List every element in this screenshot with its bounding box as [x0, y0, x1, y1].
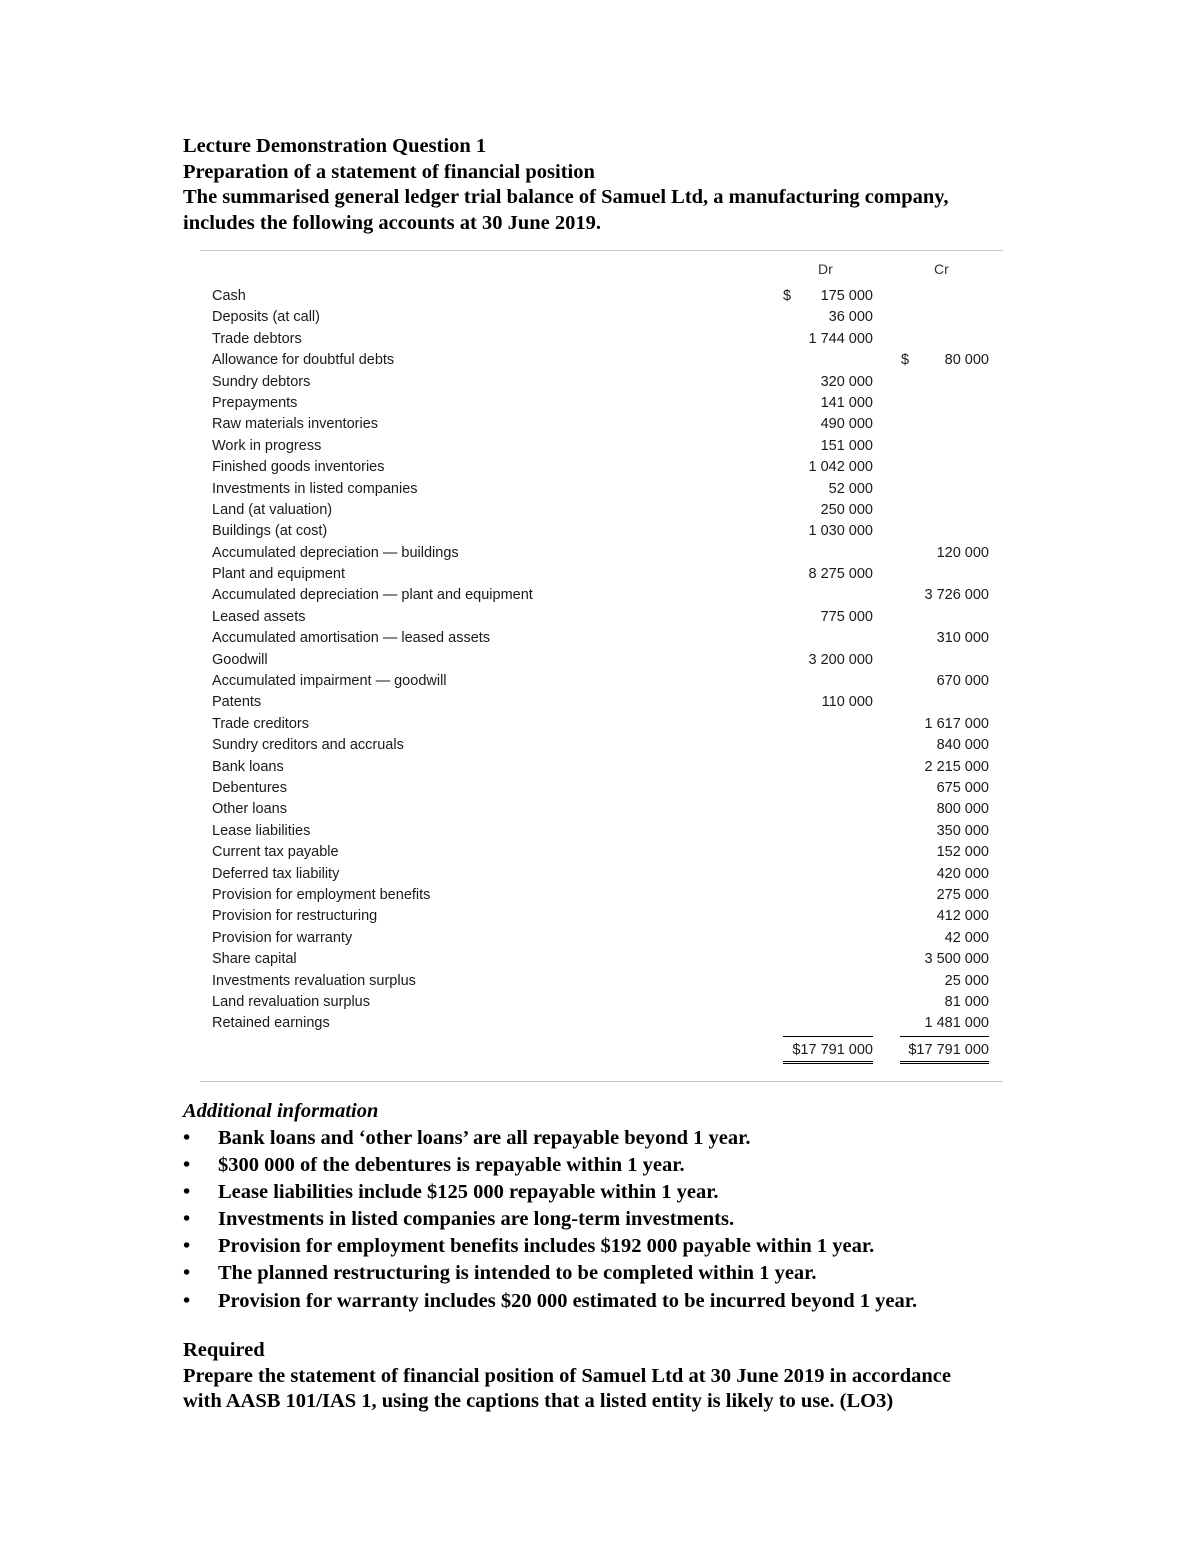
list-item-text: Bank loans and ‘other loans’ are all repayable beyond 1 year.: [218, 1127, 751, 1149]
account-name: Land revaluation surplus: [212, 993, 370, 1010]
table-row: [0, 692, 1200, 713]
list-item: [183, 1260, 1063, 1287]
cr-amount: 152 000: [936, 844, 989, 861]
account-name: Allowance for doubtful debts: [212, 352, 395, 369]
trial-balance-table: [0, 286, 1200, 1035]
table-top-divider: [200, 250, 1003, 251]
cr-amount: 42 000: [944, 929, 989, 946]
table-row: [0, 372, 1200, 393]
account-name: Trade creditors: [212, 715, 309, 732]
table-row: [0, 521, 1200, 542]
table-row: [0, 479, 1200, 500]
dr-amount: 175 000: [820, 288, 873, 304]
required-section: [183, 1338, 1063, 1415]
table-row: [0, 949, 1200, 970]
dr-amount: 1 042 000: [808, 459, 873, 476]
table-row: [0, 436, 1200, 457]
dr-amount: 775 000: [820, 608, 873, 625]
table-row: [0, 864, 1200, 885]
table-row: [0, 286, 1200, 307]
question-heading: [183, 134, 1043, 236]
cr-amount: 670 000: [936, 673, 989, 690]
list-item-text: Provision for employment benefits includes $192 000 payable within 1 year.: [218, 1235, 875, 1258]
cr-amount: 80 000: [944, 352, 989, 369]
list-item-text: $300 000 of the debentures is repayable within 1 year.: [218, 1154, 685, 1177]
cr-amount: 675 000: [936, 779, 989, 796]
account-name: Debentures: [212, 779, 287, 796]
list-item: [183, 1179, 1063, 1206]
additional-information-title: Additional information: [183, 1100, 379, 1122]
cr-amount: 412 000: [936, 908, 989, 925]
account-name: Lease liabilities: [212, 822, 311, 839]
table-row: [0, 928, 1200, 949]
dr-currency-symbol: $: [783, 288, 792, 304]
account-name: Bank loans: [212, 758, 284, 775]
account-name: Land (at valuation): [212, 501, 333, 518]
bullet-icon: •: [183, 1289, 191, 1312]
table-row: [0, 414, 1200, 435]
account-name: Investments revaluation surplus: [212, 972, 416, 989]
bullet-icon: •: [183, 1262, 191, 1285]
list-item: [183, 1288, 1063, 1315]
table-row: [0, 971, 1200, 992]
account-name: Prepayments: [212, 394, 298, 411]
account-name: Other loans: [212, 801, 287, 818]
heading-subtitle: Preparation of a statement of financial position: [183, 160, 595, 183]
table-row: [0, 992, 1200, 1013]
total-dr: $17 791 000: [783, 1036, 873, 1064]
cr-amount: 3 500 000: [924, 951, 989, 968]
cr-amount: 800 000: [936, 801, 989, 818]
table-row: [0, 457, 1200, 478]
table-row: [0, 628, 1200, 649]
list-item: [183, 1125, 1063, 1152]
table-row: [0, 821, 1200, 842]
account-name: Goodwill: [212, 651, 268, 668]
dr-amount: 250 000: [820, 501, 873, 518]
account-name: Plant and equipment: [212, 566, 346, 583]
table-row: [0, 906, 1200, 927]
heading-title: Lecture Demonstration Question 1: [183, 135, 487, 157]
bullet-icon: •: [183, 1127, 191, 1149]
account-name: Provision for restructuring: [212, 908, 378, 925]
account-name: Deferred tax liability: [212, 865, 340, 882]
dr-amount: 52 000: [828, 480, 873, 497]
account-name: Accumulated impairment — goodwill: [212, 673, 447, 690]
cr-amount: 1 481 000: [924, 1015, 989, 1032]
cr-amount: 3 726 000: [924, 587, 989, 604]
table-row: [0, 543, 1200, 564]
account-name: Current tax payable: [212, 844, 339, 861]
table-row: [0, 393, 1200, 414]
heading-intro-line-2: includes the following accounts at 30 June 2019.: [183, 211, 601, 234]
total-cr: $17 791 000: [900, 1036, 989, 1064]
account-name: Patents: [212, 694, 262, 711]
dr-amount: 490 000: [820, 416, 873, 433]
cr-amount: 25 000: [944, 972, 989, 989]
table-row: [0, 778, 1200, 799]
cr-amount: 81 000: [944, 993, 989, 1010]
table-row: [0, 564, 1200, 585]
dr-amount: 36 000: [828, 309, 873, 326]
list-item: [183, 1206, 1063, 1233]
account-name: Share capital: [212, 951, 297, 968]
table-row: [0, 650, 1200, 671]
list-item: [183, 1152, 1063, 1179]
table-row: [0, 842, 1200, 863]
cr-column-header: Cr: [934, 261, 949, 277]
bullet-icon: •: [183, 1235, 191, 1258]
table-row: [0, 307, 1200, 328]
account-name: Provision for employment benefits: [212, 886, 431, 903]
cr-amount: 420 000: [936, 865, 989, 882]
dr-amount: 3 200 000: [808, 651, 873, 668]
bullet-icon: •: [183, 1181, 191, 1204]
required-text-line-1: Prepare the statement of financial position of Samuel Ltd at 30 June 2019 in accordance: [183, 1364, 951, 1387]
cr-amount: 120 000: [936, 544, 989, 561]
table-row: [0, 585, 1200, 606]
table-row: [0, 1013, 1200, 1034]
bullet-icon: •: [183, 1154, 191, 1177]
account-name: Sundry debtors: [212, 373, 311, 390]
dr-amount: 151 000: [820, 437, 873, 454]
cr-currency-symbol: $: [901, 352, 910, 369]
table-row: [0, 500, 1200, 521]
list-item-text: Investments in listed companies are long-term investments.: [218, 1208, 735, 1231]
account-name: Accumulated depreciation — plant and equipment: [212, 587, 533, 604]
table-row: [0, 799, 1200, 820]
cr-amount: 2 215 000: [924, 758, 989, 775]
cr-amount: 310 000: [936, 630, 989, 647]
account-name: Buildings (at cost): [212, 523, 328, 540]
table-row: [0, 329, 1200, 350]
bullet-icon: •: [183, 1208, 191, 1231]
cr-amount: 840 000: [936, 737, 989, 754]
dr-amount: 110 000: [821, 694, 873, 711]
account-name: Work in progress: [212, 437, 322, 454]
additional-information: [183, 1098, 1063, 1315]
heading-intro-line-1: The summarised general ledger trial balance of Samuel Ltd, a manufacturing company,: [183, 186, 949, 208]
account-name: Trade debtors: [212, 330, 302, 347]
list-item-text: The planned restructuring is intended to be completed within 1 year.: [218, 1262, 817, 1285]
list-item-text: Lease liabilities include $125 000 repayable within 1 year.: [218, 1181, 719, 1204]
cr-amount: 1 617 000: [924, 715, 989, 732]
account-name: Leased assets: [212, 608, 306, 625]
list-item-text: Provision for warranty includes $20 000 estimated to be incurred beyond 1 year.: [218, 1289, 918, 1312]
required-title: Required: [183, 1339, 265, 1361]
account-name: Accumulated depreciation — buildings: [212, 544, 459, 561]
table-row: [0, 885, 1200, 906]
table-row: [0, 607, 1200, 628]
list-item: [183, 1233, 1063, 1260]
account-name: Retained earnings: [212, 1015, 330, 1032]
table-row: [0, 714, 1200, 735]
table-row: [0, 757, 1200, 778]
dr-amount: 1 744 000: [808, 330, 873, 347]
dr-amount: 141 000: [820, 394, 873, 411]
additional-information-list: [183, 1125, 1063, 1315]
table-row: [0, 350, 1200, 371]
table-row: [0, 735, 1200, 756]
account-name: Cash: [212, 288, 246, 304]
account-name: Raw materials inventories: [212, 416, 379, 433]
account-name: Deposits (at call): [212, 309, 320, 326]
account-name: Investments in listed companies: [212, 480, 418, 497]
cr-amount: 275 000: [936, 886, 989, 903]
cr-amount: 350 000: [936, 822, 989, 839]
account-name: Sundry creditors and accruals: [212, 737, 404, 754]
dr-amount: 8 275 000: [808, 566, 873, 583]
account-name: Finished goods inventories: [212, 459, 385, 476]
dr-amount: 320 000: [820, 373, 873, 390]
account-name: Provision for warranty: [212, 929, 353, 946]
table-bottom-divider: [200, 1081, 1003, 1082]
dr-column-header: Dr: [818, 261, 833, 277]
account-name: Accumulated amortisation — leased assets: [212, 630, 491, 647]
required-text-line-2: with AASB 101/IAS 1, using the captions that a listed entity is likely to use. (LO3): [183, 1390, 894, 1412]
dr-amount: 1 030 000: [808, 523, 873, 540]
table-row: [0, 671, 1200, 692]
